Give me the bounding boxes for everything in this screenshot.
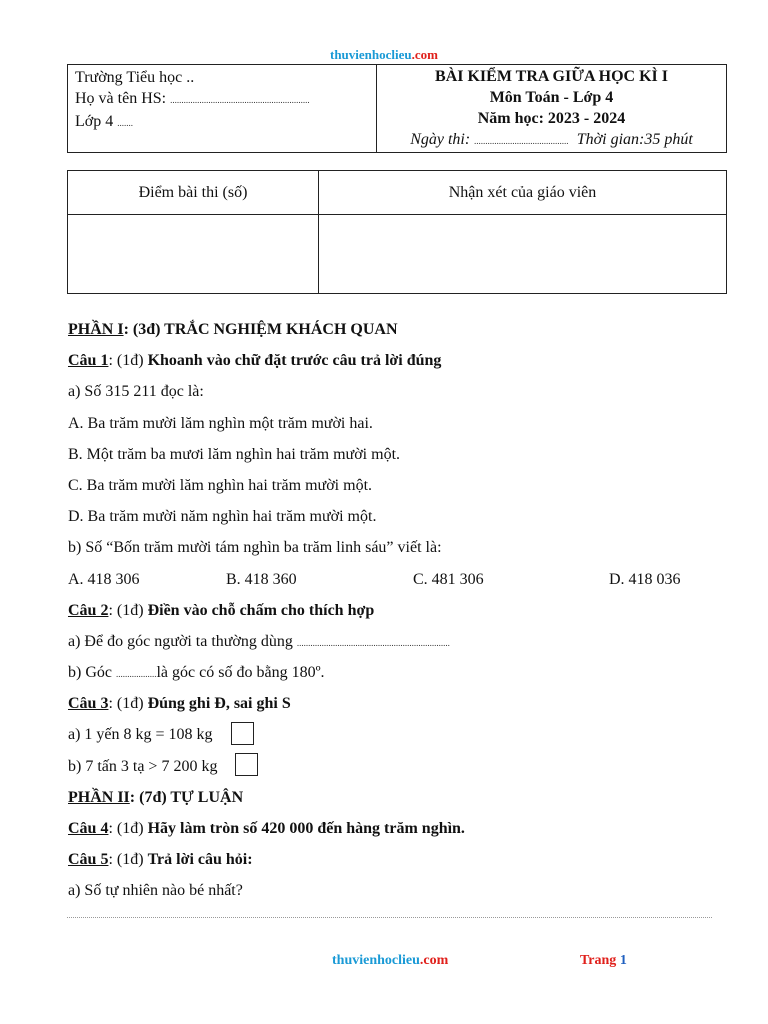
section2-heading xyxy=(68,786,728,817)
q1a-question: a) Số 315 211 đọc là: xyxy=(68,383,204,401)
page-number xyxy=(580,953,627,969)
exam-body xyxy=(68,318,728,911)
q1a-option-c[interactable]: C. Ba trăm mười lăm nghìn hai trăm mười một. xyxy=(68,476,373,494)
q3-label: Câu 3 xyxy=(68,695,109,713)
q1a-option-a[interactable]: A. Ba trăm mười lăm nghìn một trăm mười hai. xyxy=(68,414,373,432)
exam-title-cell xyxy=(377,65,727,153)
q1-instruction: Khoanh vào chữ đặt trước câu trả lời đúng xyxy=(147,352,442,370)
q2b-text-post: là góc có số đo bằng 180º. xyxy=(156,664,325,682)
q2-instruction: Điền vào chỗ chấm cho thích hợp xyxy=(147,601,375,619)
student-name-row xyxy=(75,88,376,111)
class-row xyxy=(75,111,376,134)
answer-line[interactable] xyxy=(67,917,712,918)
footer-site-domain: .com xyxy=(419,953,449,968)
q5-points: : (1đ) xyxy=(108,851,148,869)
q1b-question: b) Số “Bốn trăm mười tám nghìn ba trăm linh sáu” viết là: xyxy=(68,539,442,557)
school-name: Trường Tiểu học .. xyxy=(75,69,195,86)
q4-instruction: Hãy làm tròn số 420 000 đến hàng trăm nghìn. xyxy=(147,820,465,837)
q3a-text: a) 1 yến 8 kg = 108 kg xyxy=(68,726,213,744)
q3-points: : (1đ) xyxy=(108,695,148,713)
section1-title: TRẮC NGHIỆM KHÁCH QUAN xyxy=(164,321,398,338)
q1-heading xyxy=(68,349,728,380)
q5-instruction: Trả lời câu hỏi: xyxy=(147,851,253,869)
student-info-cell xyxy=(68,65,377,153)
q3a-answer-box[interactable] xyxy=(231,722,254,745)
q2a-text: a) Để đo góc người ta thường dùng xyxy=(68,632,293,650)
comment-cell[interactable] xyxy=(319,215,727,294)
q1b-option-c[interactable]: C. 481 306 xyxy=(413,570,484,588)
comment-header: Nhận xét của giáo viên xyxy=(319,171,727,215)
exam-date-time xyxy=(377,129,726,152)
q5-label: Câu 5 xyxy=(68,851,109,869)
q1b-option-a[interactable]: A. 418 306 xyxy=(68,570,140,588)
q5-heading xyxy=(68,848,728,879)
page-value: 1 xyxy=(619,953,627,968)
q3-heading xyxy=(68,692,728,723)
date-label: Ngày thi: xyxy=(410,131,471,148)
score-cell[interactable] xyxy=(68,215,319,294)
page-label: Trang xyxy=(580,953,617,968)
exam-year: Năm học: 2023 - 2024 xyxy=(477,110,626,127)
exam-duration: Thời gian:35 phút xyxy=(576,131,693,148)
q2a-blank[interactable]: .................................................................... xyxy=(296,637,450,648)
site-header xyxy=(0,47,768,63)
footer-site-name: thuvienhoclieu xyxy=(332,953,420,968)
class-blank[interactable]: ....... xyxy=(117,118,133,128)
q2-label: Câu 2 xyxy=(68,601,109,619)
section1-label: PHẦN I xyxy=(68,321,124,338)
section1-points: : (3đ) xyxy=(123,321,165,338)
q1a-option-b[interactable]: B. Một trăm ba mươi lăm nghìn hai trăm mười một. xyxy=(68,445,401,463)
q1b-option-b[interactable]: B. 418 360 xyxy=(226,570,297,588)
q3b-answer-box[interactable] xyxy=(235,753,258,776)
q5a-question: a) Số tự nhiên nào bé nhất? xyxy=(68,882,243,900)
q1-label: Câu 1 xyxy=(68,352,109,370)
exam-subject: Môn Toán - Lớp 4 xyxy=(489,89,614,106)
site-name: thuvienhoclieu xyxy=(330,47,412,62)
section1-heading xyxy=(68,318,728,349)
q1b-options xyxy=(68,568,728,599)
section2-title: : (7đ) TỰ LUẬN xyxy=(129,788,244,806)
section2-label: PHẦN II xyxy=(68,788,130,806)
q2b-blank[interactable]: .................. xyxy=(115,669,157,680)
exam-title: BÀI KIỂM TRA GIỮA HỌC KÌ I xyxy=(435,68,668,85)
q3b-row xyxy=(68,755,728,786)
q1a-option-d[interactable]: D. Ba trăm mười năm nghìn hai trăm mười một. xyxy=(68,508,377,526)
q2b-row xyxy=(68,661,728,692)
footer-site xyxy=(332,953,448,969)
q2b-text-pre: b) Góc xyxy=(68,664,112,682)
date-blank[interactable]: .......................................... xyxy=(474,136,569,146)
q4-points: : (1đ) xyxy=(108,820,148,837)
class-label: Lớp 4 xyxy=(75,113,114,130)
q2-heading xyxy=(68,599,728,630)
score-table xyxy=(67,170,727,294)
q4-heading xyxy=(68,817,728,848)
q1b-option-d[interactable]: D. 418 036 xyxy=(609,570,681,588)
q4-label: Câu 4 xyxy=(68,820,109,837)
q2-points: : (1đ) xyxy=(108,601,148,619)
q3a-row xyxy=(68,723,728,754)
student-name-blank[interactable]: .............................................................. xyxy=(170,95,310,105)
student-name-label: Họ và tên HS: xyxy=(75,90,167,107)
q3b-text: b) 7 tấn 3 tạ > 7 200 kg xyxy=(68,757,218,775)
site-domain: .com xyxy=(411,47,438,62)
exam-info-table xyxy=(67,64,727,153)
score-header: Điểm bài thi (số) xyxy=(68,171,319,215)
q3-instruction: Đúng ghi Đ, sai ghi S xyxy=(147,695,291,713)
q1-points: : (1đ) xyxy=(108,352,148,370)
q2a-row xyxy=(68,630,728,661)
